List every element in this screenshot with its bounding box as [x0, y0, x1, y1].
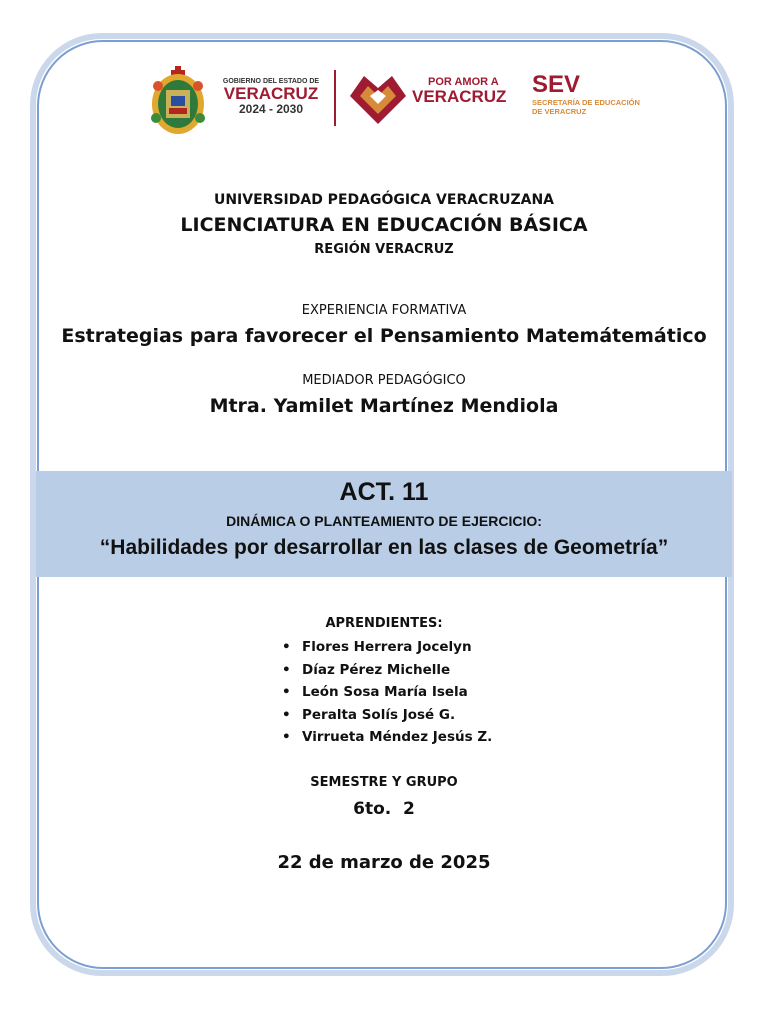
logo-divider: [334, 70, 336, 126]
activity-type: DINÁMICA O PLANTEAMIENTO DE EJERCICIO:: [226, 513, 542, 529]
gobierno-logo: [216, 78, 326, 116]
por-amor-heart-icon: [346, 68, 410, 126]
list-item: • Peralta Solís José G.: [282, 704, 492, 727]
gobierno-logo-line2: VERACRUZ: [223, 84, 319, 103]
sev-logo-title: SEV: [532, 71, 581, 98]
mediator-label: MEDIADOR PEDAGÓGICO: [302, 373, 466, 388]
document-date: 22 de marzo de 2025: [277, 852, 491, 873]
students-list: [282, 636, 492, 749]
list-item: • Flores Herrera Jocelyn: [282, 636, 492, 659]
por-amor-logo: [412, 76, 522, 106]
por-amor-line1: POR AMOR A: [428, 76, 499, 88]
list-item: • Díaz Pérez Michelle: [282, 659, 492, 682]
semester-group-value: 6to. 2: [353, 799, 415, 819]
university-name: UNIVERSIDAD PEDAGÓGICA VERACRUZANA: [213, 192, 555, 208]
activity-title: “Habilidades por desarrollar en las clases de Geometría”: [99, 536, 669, 559]
region-name: REGIÓN VERACRUZ: [314, 242, 454, 257]
students-label: APRENDIENTES:: [325, 616, 443, 631]
semester-group-label: SEMESTRE Y GRUPO: [310, 775, 458, 790]
list-item: • León Sosa María Isela: [282, 681, 492, 704]
gobierno-logo-line3: 2024 - 2030: [238, 102, 304, 116]
sev-logo-line2: DE VERACRUZ: [532, 107, 587, 116]
gobierno-logo-line1: GOBIERNO DEL ESTADO DE: [222, 78, 320, 85]
course-name: Estrategias para favorecer el Pensamiento Matemátemático: [61, 325, 707, 347]
institution-logos: [146, 62, 666, 134]
mediator-name: Mtra. Yamilet Martínez Mendiola: [209, 395, 559, 417]
activity-number: ACT. 11: [339, 478, 429, 506]
list-item: • Virrueta Méndez Jesús Z.: [282, 726, 492, 749]
degree-name: LICENCIATURA EN EDUCACIÓN BÁSICA: [180, 214, 588, 236]
sev-logo: [532, 72, 672, 116]
sev-logo-line1: SECRETARÍA DE EDUCACIÓN: [532, 98, 640, 107]
course-label: EXPERIENCIA FORMATIVA: [301, 303, 467, 318]
por-amor-line2: VERACRUZ: [412, 87, 507, 106]
